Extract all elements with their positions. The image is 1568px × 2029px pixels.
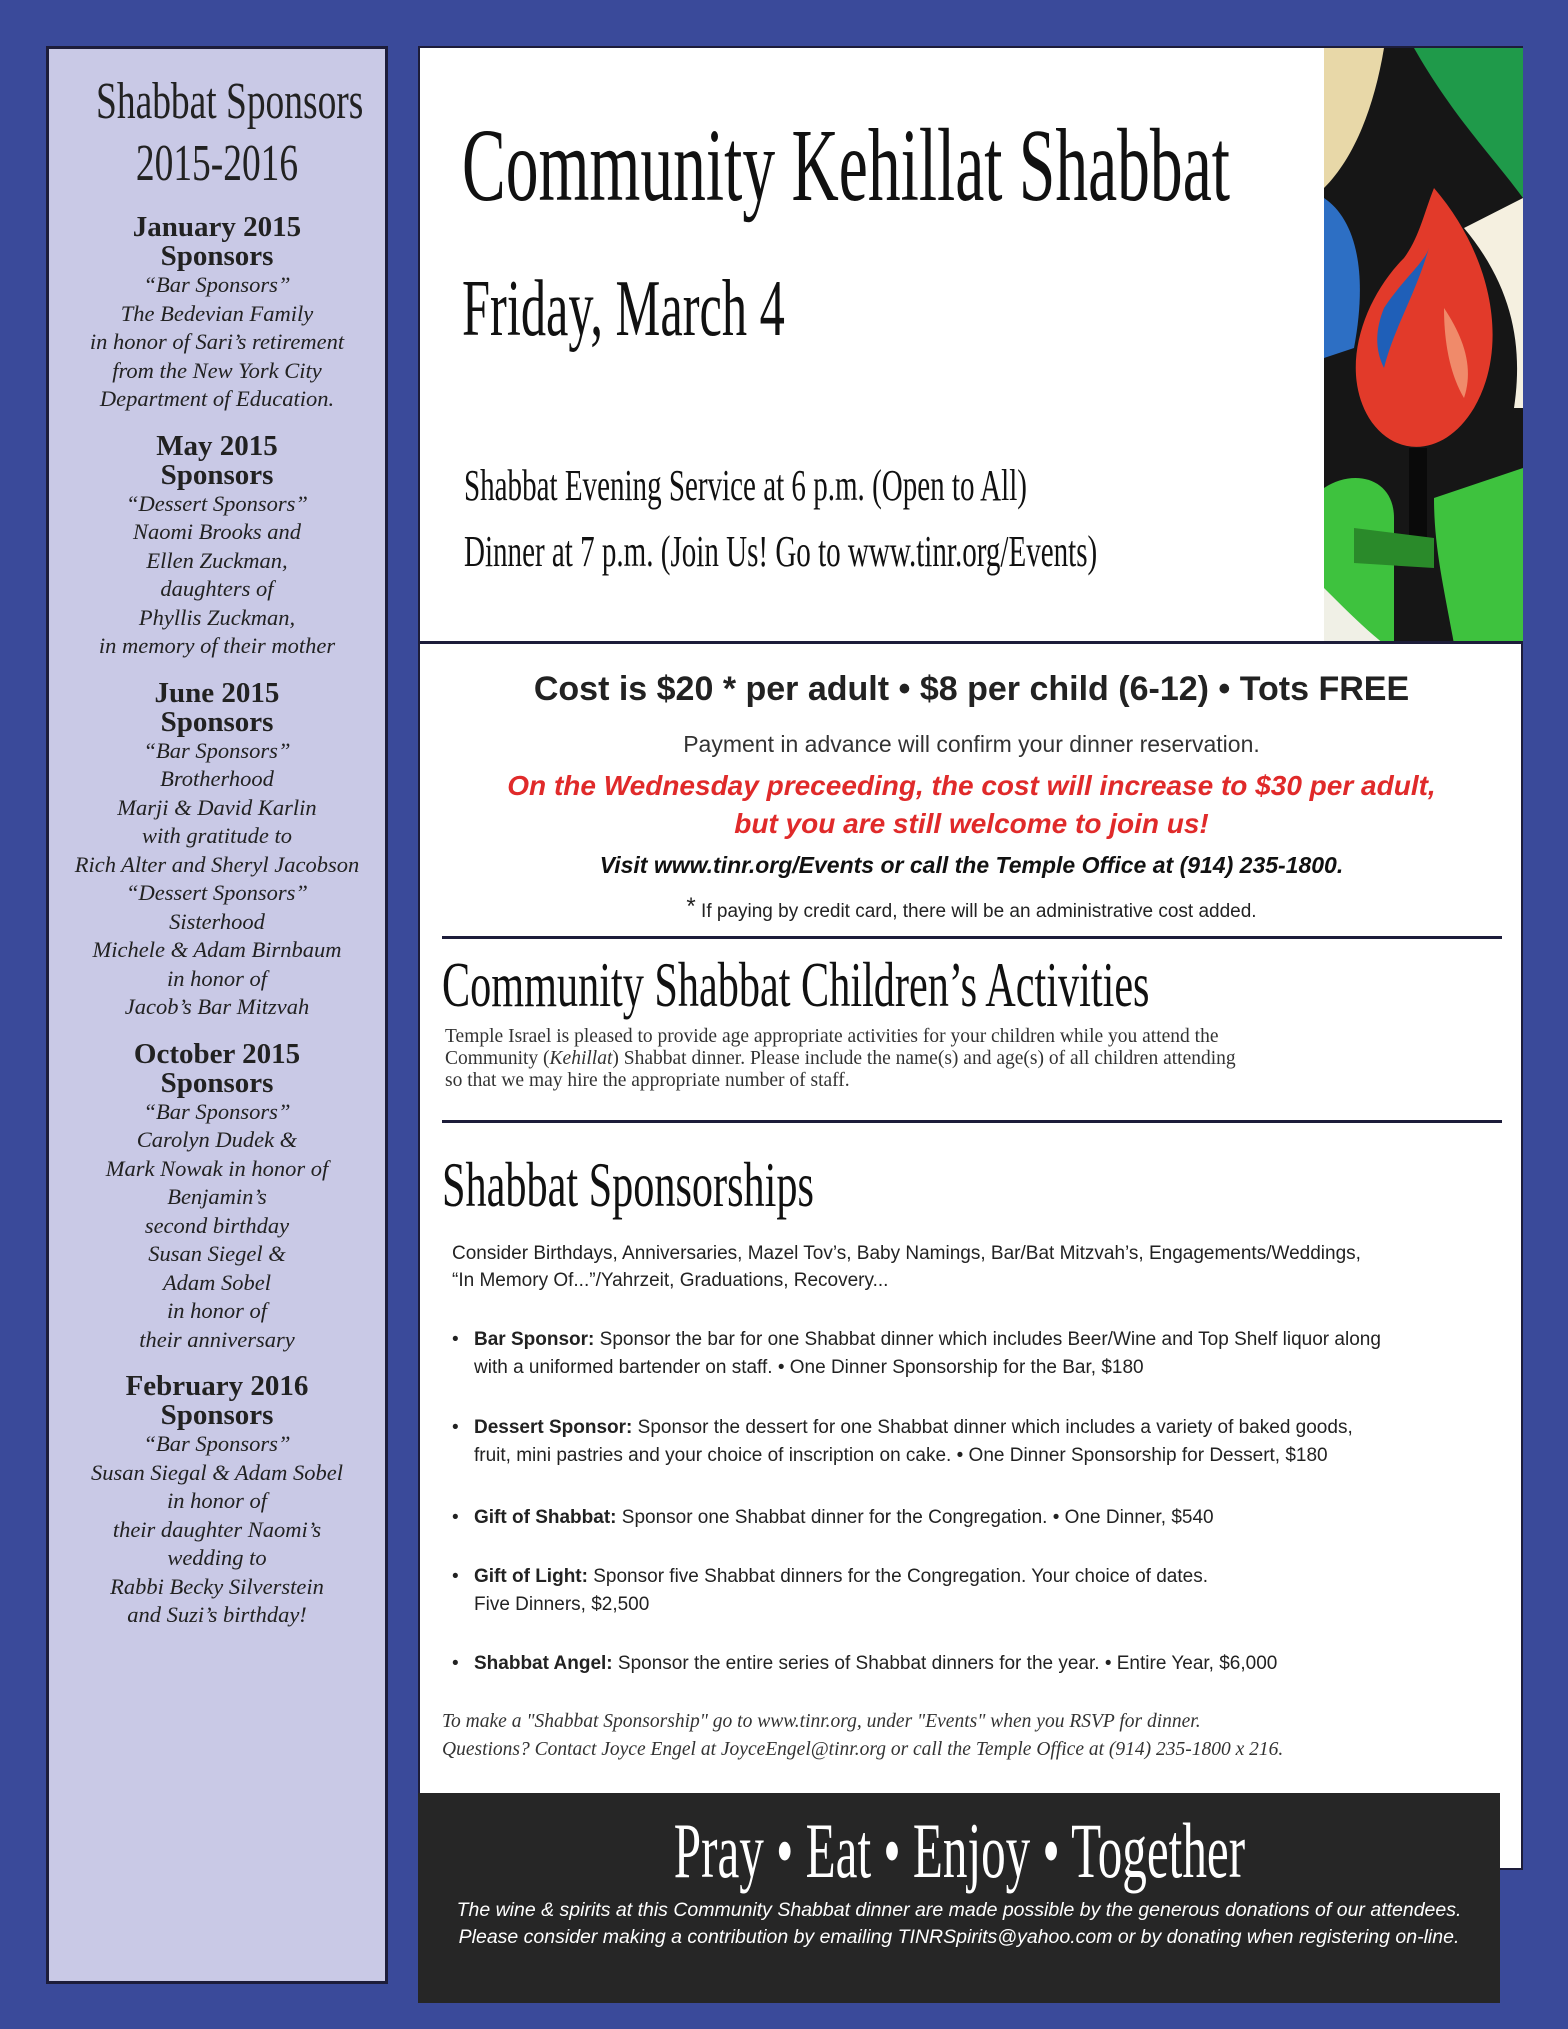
sponsor-line: Michele & Adam Birnbaum	[92, 937, 342, 962]
sponsorship-item	[452, 1326, 1502, 1382]
sponsor-line: wedding to	[167, 1545, 267, 1570]
sponsor-line: “Bar Sponsors”	[143, 737, 291, 763]
sponsor-line: in honor of Sari’s retirement	[89, 329, 345, 354]
sponsor-line: Marji & David Karlin	[117, 794, 317, 820]
sponsor-line: Phyllis Zuckman,	[138, 604, 296, 630]
sponsorship-label: Gift of Shabbat:	[474, 1507, 617, 1528]
sponsor-line: their daughter Naomi’s	[112, 1516, 322, 1542]
sponsor-month: October 2015	[133, 1037, 301, 1070]
sponsor-line: Naomi Brooks and	[133, 519, 301, 544]
footer-band	[418, 1793, 1500, 2003]
sponsorship-desc-1: Sponsor the bar for one Shabbat dinner which includes Beer/Wine and Top Shelf liquor along	[599, 1329, 1381, 1350]
sponsor-line: Adam Sobel	[162, 1269, 272, 1295]
sponsor-heading: Sponsors	[160, 458, 274, 491]
sponsorship-label: Gift of Light:	[474, 1566, 588, 1587]
sidebar-title-line1: Shabbat Sponsors	[96, 73, 364, 130]
sponsor-block	[49, 1372, 385, 1630]
price-increase-warning-1: On the Wednesday preceeding, the cost will increase to $30 per adult,	[507, 770, 1436, 801]
sponsor-line: Rabbi Becky Silverstein	[110, 1573, 324, 1599]
children-line-3: so that we may hire the appropriate number of staff.	[445, 1070, 850, 1091]
sponsor-line: Mark Nowak in honor of	[105, 1155, 329, 1181]
price-increase-warning-2: but you are still welcome to join us!	[734, 808, 1209, 839]
sponsor-line: with gratitude to	[141, 823, 292, 848]
instructions-line-1: To make a "Shabbat Sponsorship" go to www.tinr.org, under "Events" when you RSVP for dinner.	[442, 1711, 1201, 1732]
sponsor-line: in memory of their mother	[98, 633, 336, 658]
sponsor-heading: Sponsors	[160, 240, 274, 272]
sponsor-block	[49, 429, 385, 661]
sponsor-line: Susan Siegal & Adam Sobel	[90, 1459, 344, 1485]
sponsorship-item	[452, 1563, 1502, 1619]
children-line-2	[445, 1048, 1505, 1070]
bullet-dot: •	[452, 1417, 459, 1438]
sponsor-line: The Bedevian Family	[120, 300, 314, 326]
service-time: Shabbat Evening Service at 6 p.m. (Open to All)	[464, 461, 1027, 510]
sidebar-title-line2: 2015-2016	[135, 135, 299, 192]
instructions-line-2: Questions? Contact Joyce Engel at JoyceEngel@tinr.org or call the Temple Office at (914) 235-1800 x 216.	[442, 1739, 1284, 1760]
intro-line-2: “In Memory Of...”/Yahrzeit, Graduations, Recovery...	[452, 1270, 889, 1291]
sponsor-line: Ellen Zuckman,	[146, 547, 288, 573]
bullet-dot: •	[452, 1507, 459, 1528]
children-line-1: Temple Israel is pleased to provide age appropriate activities for your children while you attend the	[445, 1026, 1219, 1047]
children-line-2-em: Kehillat	[549, 1048, 613, 1069]
sponsorship-label: Dessert Sponsor:	[474, 1417, 633, 1438]
sponsorship-desc-1: Sponsor the dessert for one Shabbat dinner which includes a variety of baked goods,	[637, 1417, 1353, 1438]
children-line-2-pre: Community (	[445, 1048, 550, 1069]
sponsor-line: Carolyn Dudek &	[136, 1127, 298, 1152]
sponsor-month: January 2015	[132, 211, 302, 243]
sponsor-line: “Bar Sponsors”	[143, 272, 291, 297]
footer-line-1: The wine & spirits at this Community Shabbat dinner are made possible by the generous donations of our attendees.	[456, 1899, 1462, 1921]
dinner-time: Dinner at 7 p.m. (Join Us! Go to www.tinr.org/Events)	[464, 527, 1098, 576]
footer-slogan: Pray • Eat • Enjoy • Together	[673, 1807, 1245, 1894]
sponsorship-instructions	[442, 1708, 1512, 1764]
sponsor-line: in honor of	[166, 965, 267, 991]
sponsor-line: second birthday	[144, 1212, 290, 1238]
sponsor-line: Sisterhood	[169, 908, 265, 934]
sponsor-blocks	[49, 213, 385, 1630]
intro-line-1: Consider Birthdays, Anniversaries, Mazel Tov’s, Baby Namings, Bar/Bat Mitzvah’s, Engagements/Weddings,	[452, 1243, 1361, 1264]
bullet-dot: •	[452, 1653, 459, 1674]
sponsorships-intro	[452, 1240, 1502, 1294]
children-line-2-post: ) Shabbat dinner. Please include the name(s) and age(s) of all children attending	[612, 1048, 1236, 1069]
sponsorship-item	[452, 1504, 1502, 1532]
sponsorships-title: Shabbat Sponsorships	[442, 1149, 814, 1220]
event-date: Friday, March 4	[462, 265, 785, 353]
children-activities-text	[445, 1026, 1505, 1092]
sponsor-line: Jacob’s Bar Mitzvah	[124, 994, 310, 1019]
cost-headline: Cost is $20 * per adult • $8 per child (6-12) • Tots FREE	[533, 670, 1410, 708]
credit-card-note	[420, 893, 1523, 923]
candle-artwork	[1324, 48, 1523, 644]
sponsor-line: daughters of	[160, 576, 274, 601]
sponsor-line: and Suzi’s birthday!	[127, 1602, 307, 1627]
sponsor-line: in honor of	[166, 1298, 267, 1323]
sponsorship-item	[452, 1414, 1502, 1470]
sponsor-line: Rich Alter and Sheryl Jacobson	[74, 851, 360, 877]
sponsorship-label: Shabbat Angel:	[474, 1653, 613, 1674]
bullet-dot: •	[452, 1329, 459, 1350]
note-text: If paying by credit card, there will be an administrative cost added.	[701, 901, 1257, 922]
sponsor-month: February 2016	[125, 1370, 309, 1402]
sponsorship-desc-1: Sponsor the entire series of Shabbat dinners for the year. • Entire Year, $6,000	[617, 1653, 1278, 1674]
sponsor-line: “Dessert Sponsors”	[126, 490, 308, 516]
sponsorship-desc-2: fruit, mini pastries and your choice of inscription on cake. • One Dinner Sponsorship for Dessert, $180	[474, 1445, 1328, 1466]
children-activities-title: Community Shabbat Children’s Activities	[442, 949, 1150, 1020]
sponsorship-item	[452, 1650, 1502, 1678]
bullet-dot: •	[452, 1566, 459, 1587]
sponsor-month: June 2015	[154, 676, 280, 709]
note-asterisk: *	[686, 893, 696, 920]
sponsor-line: Brotherhood	[160, 766, 274, 791]
sponsor-line: Susan Siegel &	[148, 1241, 286, 1266]
sponsorship-desc-1: Sponsor one Shabbat dinner for the Congregation. • One Dinner, $540	[621, 1507, 1214, 1528]
sponsor-block	[49, 1037, 385, 1355]
visit-info: Visit www.tinr.org/Events or call the Temple Office at (914) 235-1800.	[599, 852, 1344, 878]
candle-art-image	[1324, 48, 1523, 644]
sponsor-line: Benjamin’s	[167, 1184, 267, 1209]
payment-note: Payment in advance will confirm your dinner reservation.	[683, 731, 1260, 757]
sponsor-block	[49, 676, 385, 1022]
divider-2	[442, 1120, 1502, 1123]
sponsor-heading: Sponsors	[160, 705, 274, 738]
sponsor-line: Department of Education.	[99, 386, 335, 411]
sponsorship-desc-2: Five Dinners, $2,500	[474, 1594, 650, 1615]
sponsorship-desc-1: Sponsor five Shabbat dinners for the Congregation. Your choice of dates.	[593, 1566, 1208, 1587]
sponsor-line: “Bar Sponsors”	[143, 1098, 291, 1124]
event-title: Community Kehillat Shabbat	[462, 108, 1230, 223]
sponsorship-desc-2: with a uniformed bartender on staff. • One Dinner Sponsorship for the Bar, $180	[474, 1357, 1144, 1378]
sponsor-line: in honor of	[166, 1488, 267, 1513]
main-panel	[418, 46, 1523, 1870]
event-header	[420, 48, 1324, 644]
sponsor-month: May 2015	[156, 429, 278, 462]
sponsor-heading: Sponsors	[160, 1066, 274, 1099]
footer-line-2: Please consider making a contribution by emailing TINRSpirits@yahoo.com or by donating when registering on-line.	[458, 1926, 1460, 1948]
sponsor-line: from the New York City	[112, 357, 322, 383]
sponsor-line: “Bar Sponsors”	[143, 1431, 291, 1456]
divider-1	[442, 936, 1502, 939]
sponsor-heading: Sponsors	[160, 1399, 274, 1431]
sidebar-title	[96, 71, 364, 195]
sponsorship-label: Bar Sponsor:	[474, 1329, 595, 1350]
sponsors-sidebar	[46, 46, 388, 1984]
sponsor-line: “Dessert Sponsors”	[126, 880, 308, 905]
sponsor-block	[49, 213, 385, 414]
sponsor-line: their anniversary	[139, 1326, 295, 1352]
